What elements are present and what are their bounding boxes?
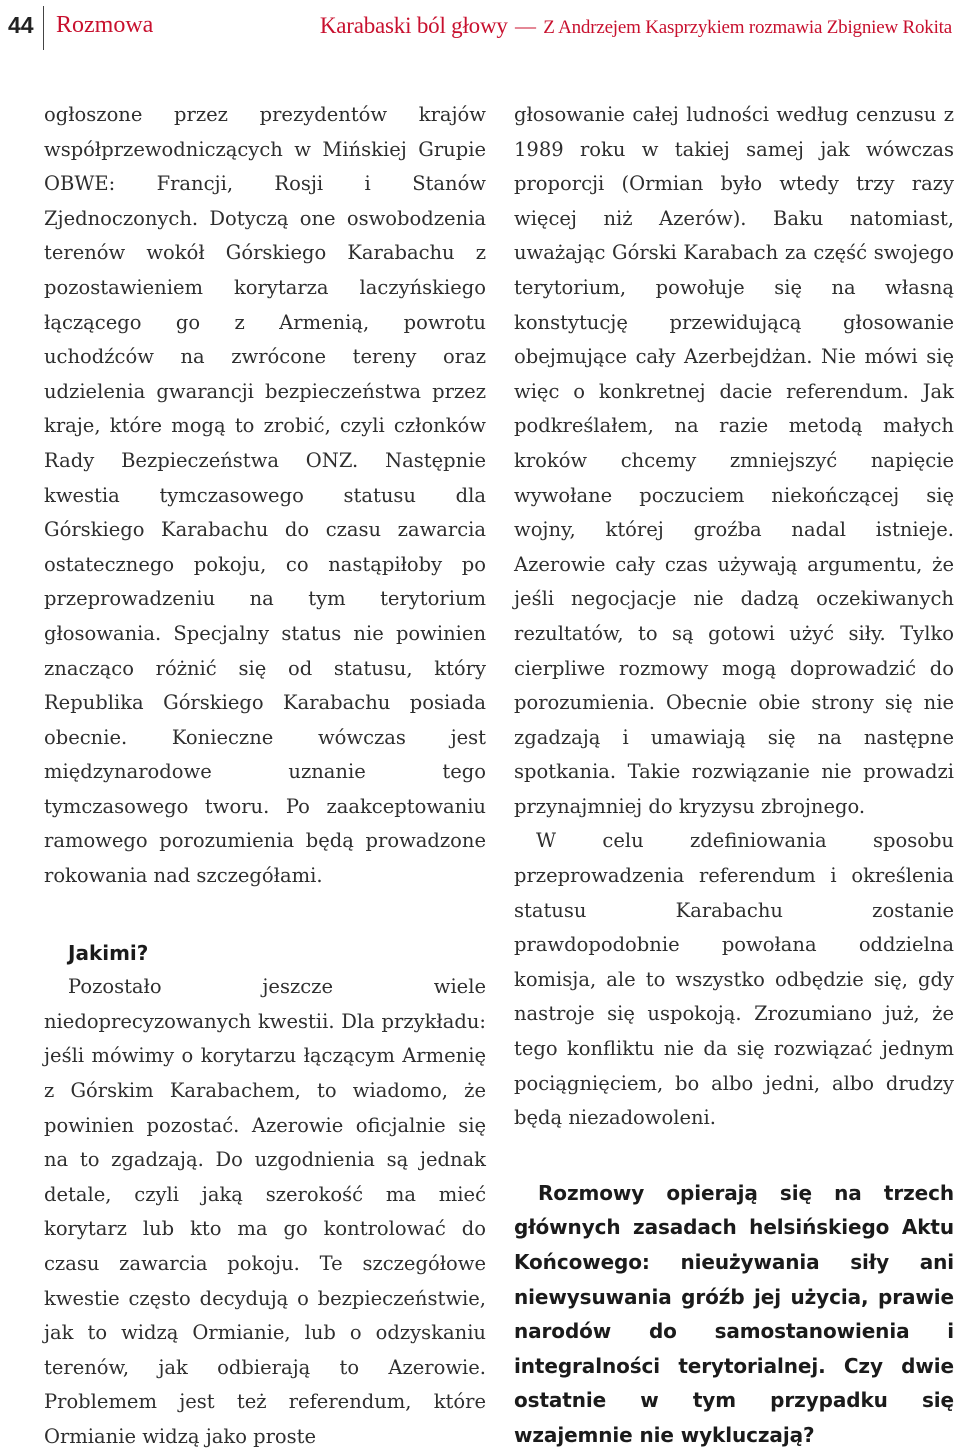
interview-question: Jakimi? — [68, 940, 149, 965]
interview-question — [514, 1176, 954, 1453]
running-title — [320, 13, 952, 39]
header-divider — [43, 6, 44, 50]
interview-answer: Pozostało jeszcze wiele niedoprecyzowanych kwestii. Dla przykładu: jeśli mówimy o korytarzu łączącym Armenię z Górskim Karabachem, to wiadomo, że powinien pozostać. Azerowie oficjalnie się na to zgadzają. Do uzgodnienia są jednak detale, czyli jaką szerokość ma mieć korytarz lub kto ma go kontrolować do czasu zawarcia pokoju. Te szczegółowe kwestie często decydują o bezpieczeństwie, jak to widzą Ormianie, lub o odzyskaniu terenów, jak odbierają to Azerowie. Problemem jest też referendum, które Ormianie widzą jako proste — [44, 975, 486, 1448]
byline: Z Andrzejem Kasprzykiem rozmawia Zbigniew Rokita — [543, 17, 952, 38]
running-header — [0, 0, 960, 56]
body-paragraph: ogłoszone przez prezydentów krajów współprzewodniczących w Mińskiej Grupie OBWE: Francji, Rosji i Stanów Zjednoczonych. Dotyczą one oswobodzenia terenów wokół Górskiego Karabachu z pozostawieniem korytarza laczyńskiego łączącego go z Armenią, powrotu uchodźców na zwrócone tereny oraz udzielenia gwarancji bezpieczeństwa przez kraje, które mogą to zrobić, czyli członków Rady Bezpieczeństwa ONZ. Następnie kwestia tymczasowego statusu dla Górskiego Karabachu do czasu zawarcia ostatecznego pokoju, co nastąpiłoby po przeprowadzeniu na tym terytorium głosowania. Specjalny status nie powinien znacząco różnić się od statusu, który Republika Górskiego Karabachu posiada obecnie. Konieczne wówczas jest międzynarodowe uznanie tego tymczasowego tworu. Po zaakceptowaniu ramowego porozumienia będą prowadzone rokowania nad szczegółami. — [44, 103, 486, 888]
left-column — [44, 98, 486, 1455]
article-title: Karabaski ból głowy — [319, 13, 508, 38]
body-paragraph: głosowanie całej ludności według cenzusu z 1989 roku w takiej samej jak wówczas proporcji (Ormian było wtedy trzy razy więcej niż Azerów). Baku natomiast, uważając Górski Karabach za część swojego terytorium, powołuje się na własną konstytucję przewidującą głosowanie obejmujące cały Azerbejdżan. Nie mówi się więc o konkretnej dacie referendum. Jak podkreślałem, na razie metodą małych kroków chcemy zmniejszyć napięcie wywołane poczuciem niekończącej się wojny, której groźba nadal istnieje. Azerowie cały czas używają argumentu, że jeśli negocjacje nie dadzą oczekiwanych rezultatów, to są gotowi użyć siły. Tylko cierpliwe rozmowy mogą doprowadzić do porozumienia. Obecnie obie strony się nie zgadzają i umawiają się na następne spotkania. Takie rozwiązanie nie prowadzi przynajmniej do kryzysu zbrojnego. — [514, 103, 954, 818]
page-number: 44 — [8, 12, 34, 38]
body-paragraph: W celu zdefiniowania sposobu przeprowadzenia referendum i określenia statusu Karabachu zostanie prawdopodobnie powołana oddzielna komisja, ale to wszystko odbędzie się, gdy nastroje się uspokoją. Zrozumiano już, że tego konfliktu nie da się rozwiązać jednym pociągnięciem, bo albo jedni, albo drudzy będą niezadowoleni. — [514, 829, 954, 1130]
right-column — [514, 98, 954, 1453]
title-dash: — — [514, 14, 536, 38]
section-label: Rozmowa — [56, 12, 154, 38]
pull-question-text: Rozmowy opierają się na trzech głównych zasadach helsińskiego Aktu Końcowego: nieużywania siły ani niewysuwania gróźb jej użycia, prawie narodów do samostanowienia i integralności terytorialnej. Czy dwie ostatnie w tym przypadku się wzajemnie nie wykluczają? — [514, 1180, 954, 1447]
